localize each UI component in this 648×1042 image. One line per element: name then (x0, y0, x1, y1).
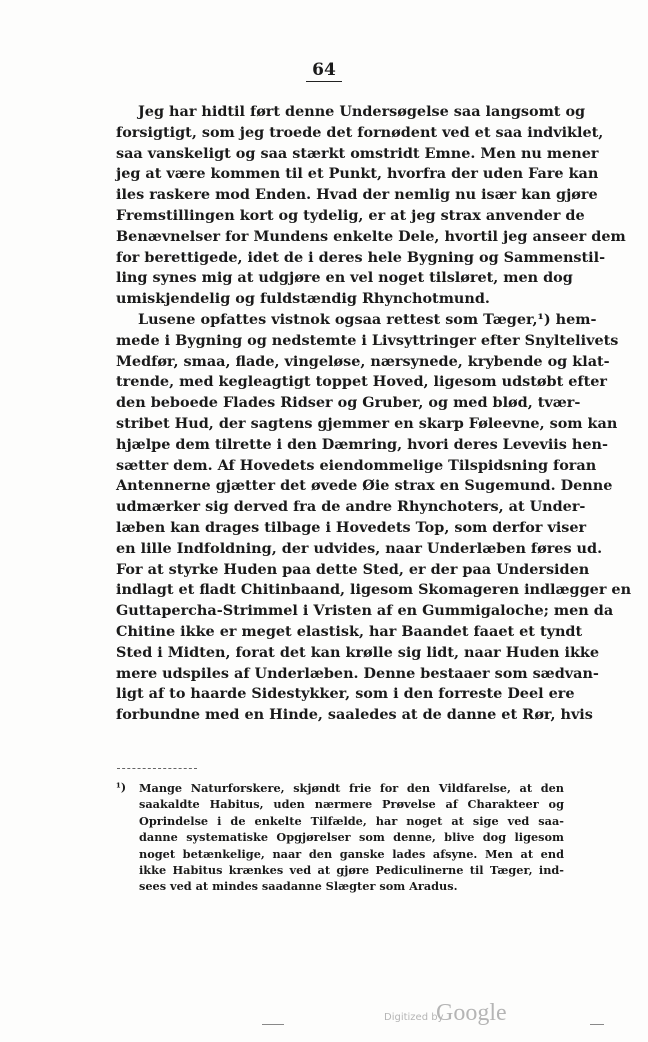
text-line: stribet Hud, der sagtens gjemmer en skarp Føleevne, som kan (116, 414, 618, 432)
body-text (116, 102, 632, 726)
text-line: for berettigede, idet de i deres hele Bygning og Sammenstil- (116, 248, 606, 266)
text-line: iles raskere mod Enden. Hvad der nemlig nu især kan gjøre (116, 186, 598, 204)
footnote-line: noget betænkelige, naar den ganske lades afsyne. Men at end (139, 846, 564, 861)
text-line: Jeg har hidtil ført denne Undersøgelse saa langsomt og (138, 103, 586, 120)
text-line: ling synes mig at udgjøre en vel noget tilsløret, men dog (116, 269, 573, 287)
scan-mark (262, 1024, 284, 1026)
text-line: saa vanskeligt og saa stærkt omstridt Emne. Men nu mener (116, 144, 599, 162)
digitized-watermark (380, 1000, 540, 1030)
footnote-line: saakaldte Habitus, uden nærmere Prøvelse af Charakteer og (139, 797, 564, 812)
text-line: umiskjendelig og fuldstændig Rhynchotmund. (116, 290, 490, 308)
paragraph-2 (116, 310, 632, 726)
page-number-text: 64 (306, 60, 342, 82)
footnote-line: Oprindelse i de enkelte Tilfælde, har noget at sige ved saa- (139, 813, 564, 828)
footnote-line: ikke Habitus krænkes ved at gjøre Pediculinerne til Tæger, ind- (139, 862, 564, 877)
footnote-line: Mange Naturforskere, skjøndt frie for den Vildfarelse, at den (139, 781, 564, 795)
footnote-line: danne systematiske Opgjørelser som denne, blive dog ligesom (139, 830, 564, 845)
text-line: en lille Indfoldning, der udvides, naar Underlæben føres ud. (116, 539, 603, 557)
text-line: Lusene opfattes vistnok ogsaa rettest som Tæger,¹) hem- (138, 310, 597, 328)
text-line: trende, med kegleagtigt toppet Hoved, ligesom udstøbt efter (116, 373, 607, 391)
text-line: forsigtigt, som jeg troede det fornødent ved et saa indviklet, (116, 123, 604, 141)
footnote (117, 780, 564, 895)
text-line: Benævnelser for Mundens enkelte Dele, hvortil jeg anseer dem (116, 227, 626, 245)
paragraph-1 (116, 102, 626, 310)
footnote-marker: ¹) (116, 781, 127, 794)
watermark-prefix: Digitized by (384, 1012, 444, 1023)
text-line: læben kan drages tilbage i Hovedets Top, som derfor viser (116, 518, 587, 536)
page-number (0, 60, 648, 80)
text-line: indlagt et fladt Chitinbaand, ligesom Skomageren indlægger en (116, 581, 632, 599)
text-line: Guttapercha-Strimmel i Vristen af en Gummigaloche; men da (116, 602, 614, 620)
text-line: For at styrke Huden paa dette Sted, er der paa Undersiden (116, 560, 590, 578)
text-line: mere udspiles af Underlæben. Denne bestaaer som sædvan- (116, 664, 599, 682)
text-line: den beboede Flades Ridser og Gruber, og med blød, tvær- (116, 394, 581, 412)
scan-mark (590, 1024, 604, 1026)
footnote-line: sees ved at mindes saadanne Slægter som Aradus. (139, 879, 458, 894)
text-line: ligt af to haarde Sidestykker, som i den forreste Deel ere (116, 685, 575, 703)
google-logo: Google (436, 1000, 507, 1026)
text-line: hjælpe dem tilrette i den Dæmring, hvori deres Leveviis hen- (116, 435, 608, 453)
text-line: Medfør, smaa, flade, vingeløse, nærsynede, krybende og klat- (116, 352, 610, 370)
text-line: sætter dem. Af Hovedets eiendommelige Tilspidsning foran (116, 456, 597, 474)
text-line: mede i Bygning og nedstemte i Livsyttringer efter Snyltelivets (116, 331, 619, 349)
text-line: Fremstillingen kort og tydelig, er at jeg strax anvender de (116, 206, 585, 224)
footnote-rule (117, 768, 197, 769)
text-line: Sted i Midten, forat det kan krølle sig lidt, naar Huden ikke (116, 643, 600, 661)
text-line: Chitine ikke er meget elastisk, har Baandet faaet et tyndt (116, 622, 583, 640)
text-line: udmærker sig derved fra de andre Rhynchoters, at Under- (116, 498, 586, 516)
text-line: forbundne med en Hinde, saaledes at de danne et Rør, hvis (116, 706, 593, 724)
text-line: jeg at være kommen til et Punkt, hvorfra der uden Fare kan (116, 165, 599, 183)
text-line: Antennerne gjætter det øvede Øie strax en Sugemund. Denne (116, 477, 613, 495)
